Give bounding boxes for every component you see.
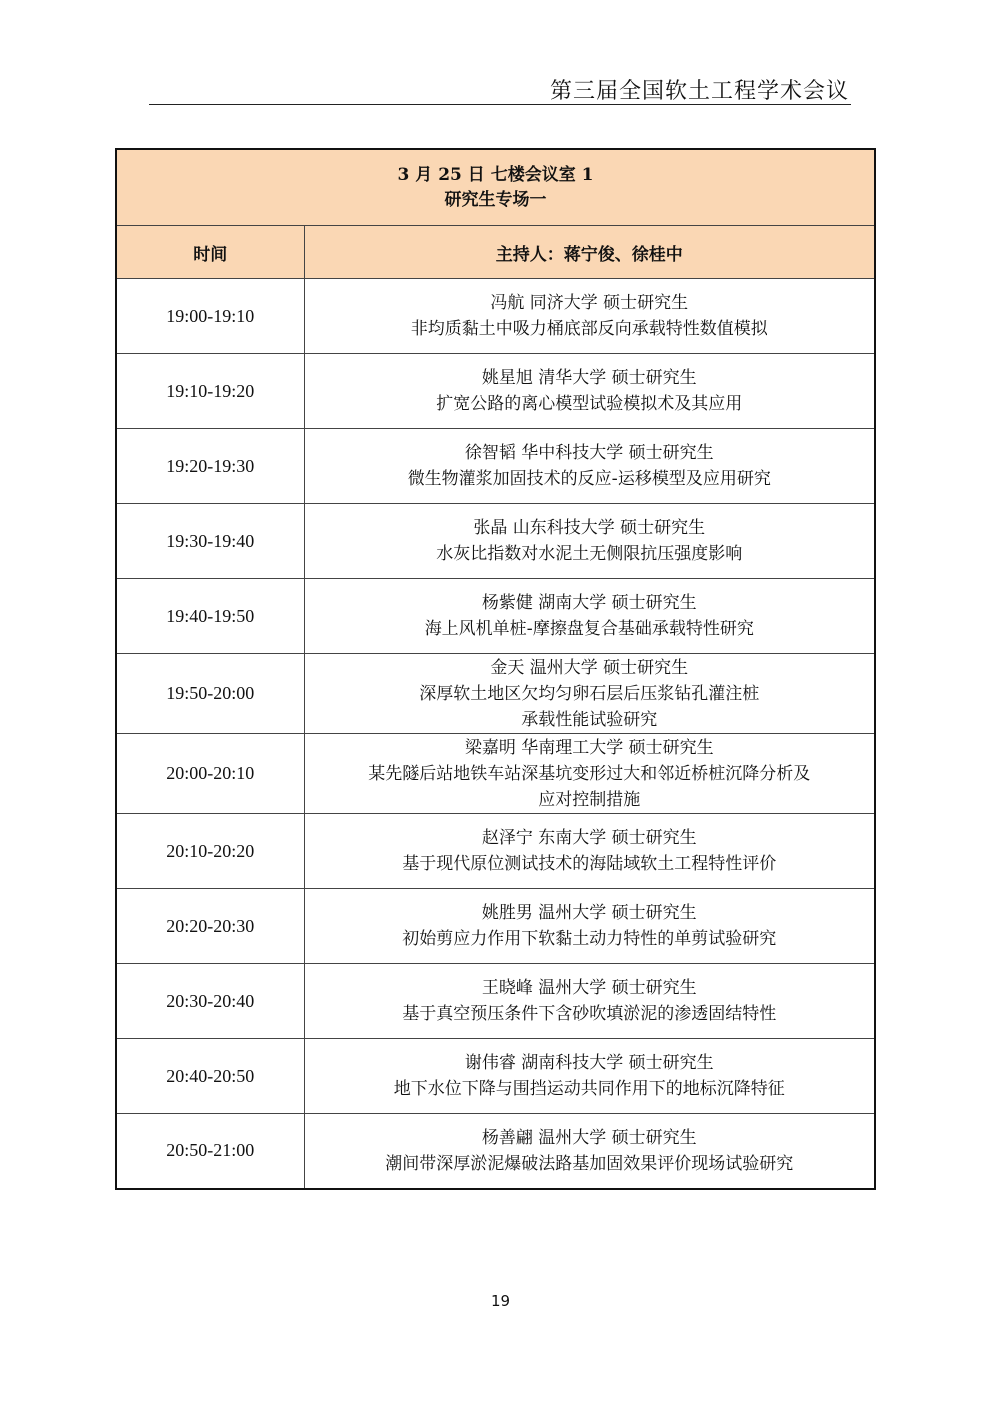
conference-title: 第三届全国软土工程学术会议 bbox=[549, 79, 849, 104]
session-header bbox=[116, 149, 875, 226]
time-slot: 20:00-20:10 bbox=[116, 734, 304, 814]
column-header-row bbox=[116, 226, 875, 279]
speaker-info: 王晓峰 温州大学 硕士研究生 bbox=[481, 978, 697, 998]
schedule-table bbox=[115, 148, 876, 1190]
time-slot: 20:20-20:30 bbox=[116, 889, 304, 964]
table-row bbox=[116, 354, 875, 429]
talk-topic: 微生物灌浆加固技术的反应-运移模型及应用研究 bbox=[407, 469, 771, 489]
speaker-info: 徐智韬 华中科技大学 硕士研究生 bbox=[464, 443, 714, 463]
table-row bbox=[116, 429, 875, 504]
speaker-info: 冯航 同济大学 硕士研究生 bbox=[490, 293, 689, 313]
talk-cell bbox=[304, 964, 875, 1039]
talk-topic: 扩宽公路的离心模型试验模拟术及其应用 bbox=[436, 394, 743, 414]
talk-topic: 深厚软土地区欠均匀卵石层后压浆钻孔灌注桩 承载性能试验研究 bbox=[419, 683, 760, 730]
talk-cell bbox=[304, 1039, 875, 1114]
time-slot: 20:50-21:00 bbox=[116, 1114, 304, 1189]
time-slot: 19:30-19:40 bbox=[116, 504, 304, 579]
table-row bbox=[116, 734, 875, 814]
talk-topic: 非均质黏土中吸力桶底部反向承载特性数值模拟 bbox=[410, 319, 768, 339]
talk-topic: 初始剪应力作用下软黏土动力特性的单剪试验研究 bbox=[402, 929, 777, 949]
talk-cell bbox=[304, 734, 875, 814]
talk-cell bbox=[304, 504, 875, 579]
speaker-info: 杨善翩 温州大学 硕士研究生 bbox=[481, 1127, 697, 1148]
table-row bbox=[116, 814, 875, 889]
speaker-info: 金天 温州大学 硕士研究生 bbox=[490, 657, 689, 678]
table-row bbox=[116, 579, 875, 654]
talk-cell bbox=[304, 1114, 875, 1189]
speaker-info: 姚胜男 温州大学 硕士研究生 bbox=[481, 903, 697, 923]
speaker-info: 姚星旭 清华大学 硕士研究生 bbox=[481, 368, 697, 388]
talk-cell bbox=[304, 429, 875, 504]
column-header-time: 时间 bbox=[116, 226, 304, 279]
time-slot: 19:40-19:50 bbox=[116, 579, 304, 654]
talk-cell bbox=[304, 279, 875, 354]
table-row bbox=[116, 279, 875, 354]
speaker-info: 杨紫健 湖南大学 硕士研究生 bbox=[481, 593, 697, 613]
column-header-host: 主持人：蒋宁俊、徐桂中 bbox=[304, 226, 875, 279]
talk-topic: 潮间带深厚淤泥爆破法路基加固效果评价现场试验研究 bbox=[385, 1153, 794, 1174]
table-row bbox=[116, 504, 875, 579]
talk-cell bbox=[304, 579, 875, 654]
time-slot: 19:00-19:10 bbox=[116, 279, 304, 354]
talk-cell bbox=[304, 889, 875, 964]
talk-cell bbox=[304, 654, 875, 734]
session-title: 3 月 25 日 七楼会议室 1 bbox=[397, 164, 594, 185]
table-row bbox=[116, 1114, 875, 1189]
talk-topic: 海上风机单桩-摩擦盘复合基础承载特性研究 bbox=[424, 619, 754, 639]
time-slot: 19:50-20:00 bbox=[116, 654, 304, 734]
table-row bbox=[116, 964, 875, 1039]
session-subtitle: 研究生专场一 bbox=[444, 189, 547, 210]
time-slot: 20:40-20:50 bbox=[116, 1039, 304, 1114]
talk-topic: 某先隧后站地铁车站深基坑变形过大和邻近桥桩沉降分析及 应对控制措施 bbox=[368, 763, 811, 810]
speaker-info: 张晶 山东科技大学 硕士研究生 bbox=[473, 518, 706, 538]
speaker-info: 谢伟睿 湖南科技大学 硕士研究生 bbox=[464, 1053, 714, 1073]
time-slot: 19:10-19:20 bbox=[116, 354, 304, 429]
speaker-info: 赵泽宁 东南大学 硕士研究生 bbox=[481, 828, 697, 848]
talk-topic: 水灰比指数对水泥土无侧限抗压强度影响 bbox=[436, 544, 743, 564]
session-header-row bbox=[116, 149, 875, 226]
talk-cell bbox=[304, 354, 875, 429]
speaker-info: 梁嘉明 华南理工大学 硕士研究生 bbox=[464, 737, 714, 758]
talk-topic: 基于真空预压条件下含砂吹填淤泥的渗透固结特性 bbox=[402, 1004, 777, 1024]
table-row bbox=[116, 654, 875, 734]
table-row bbox=[116, 1039, 875, 1114]
time-slot: 20:10-20:20 bbox=[116, 814, 304, 889]
talk-topic: 基于现代原位测试技术的海陆域软土工程特性评价 bbox=[402, 854, 777, 874]
page-header bbox=[149, 70, 851, 105]
table-row bbox=[116, 889, 875, 964]
time-slot: 20:30-20:40 bbox=[116, 964, 304, 1039]
page-number: 19 bbox=[490, 1292, 511, 1310]
talk-topic: 地下水位下降与围挡运动共同作用下的地标沉降特征 bbox=[393, 1079, 785, 1099]
time-slot: 19:20-19:30 bbox=[116, 429, 304, 504]
talk-cell bbox=[304, 814, 875, 889]
